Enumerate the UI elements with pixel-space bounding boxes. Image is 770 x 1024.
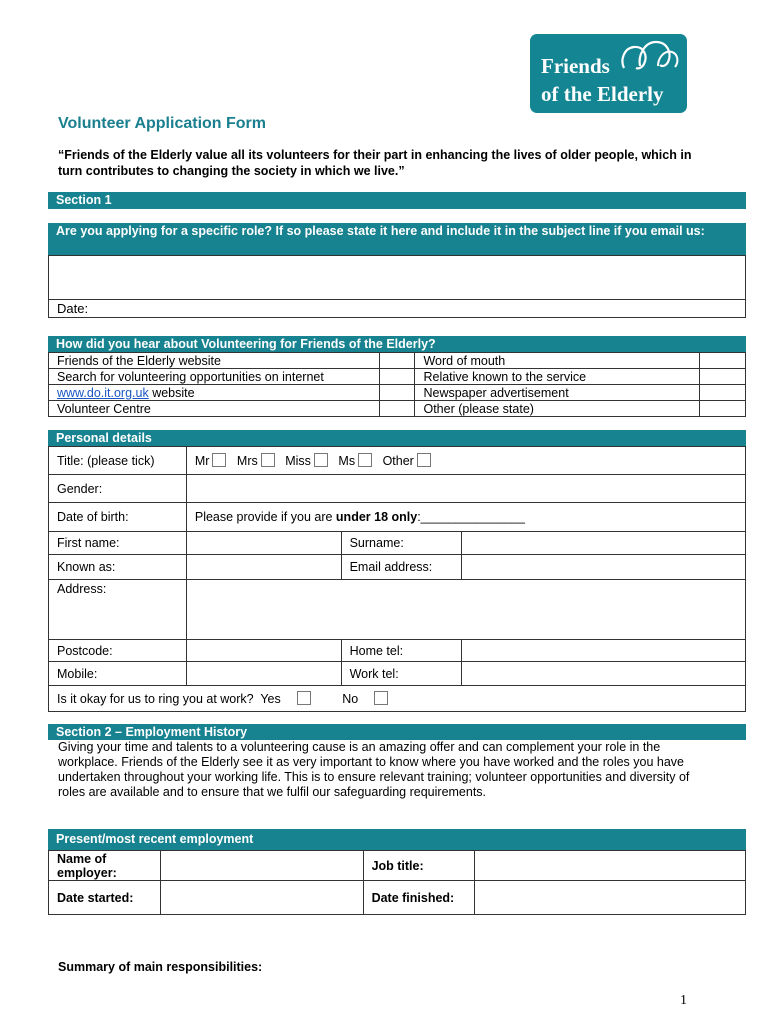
title-miss-checkbox[interactable] bbox=[314, 453, 328, 467]
section1-date-field[interactable] bbox=[48, 299, 746, 318]
mobile-input[interactable] bbox=[186, 662, 341, 686]
form-title: Volunteer Application Form bbox=[58, 115, 267, 132]
surname-input[interactable] bbox=[461, 532, 746, 555]
employment-table bbox=[48, 850, 746, 915]
title-ms-checkbox[interactable] bbox=[358, 453, 372, 467]
hear-about-table bbox=[48, 352, 746, 417]
hear-option-tick[interactable] bbox=[379, 353, 415, 369]
job-title-input[interactable] bbox=[475, 851, 746, 881]
friends-of-the-elderly-logo bbox=[530, 34, 687, 113]
dob-label: Date of birth: bbox=[49, 503, 187, 532]
title-other-checkbox[interactable] bbox=[417, 453, 431, 467]
title-label: Title: (please tick) bbox=[49, 447, 187, 475]
dob-input[interactable] bbox=[186, 503, 745, 532]
date-finished-input[interactable] bbox=[475, 881, 746, 915]
address-input[interactable] bbox=[186, 580, 745, 640]
mobile-label: Mobile: bbox=[49, 662, 187, 686]
first-name-input[interactable] bbox=[186, 532, 341, 555]
dob-note: Please provide if you are bbox=[194, 510, 336, 524]
ring-question: Is it okay for us to ring you at work? bbox=[57, 692, 254, 706]
date-started-label: Date started: bbox=[49, 881, 161, 915]
personal-details-table bbox=[48, 446, 746, 712]
title-mrs-checkbox[interactable] bbox=[261, 453, 275, 467]
title-mr: Mr bbox=[194, 454, 210, 468]
hear-option-tick[interactable] bbox=[700, 369, 746, 385]
employment-intro: Giving your time and talents to a volunteering cause is an amazing offer and can complement your role in the workplace. Friends of the Elderly see it as very important to know where you have worked and the roles you have undertaken throughout your working life. This is to ensure relevant training; volunteer opportunities and diversity of roles are available and to ensure that we fulfil our safeguarding requirements. bbox=[58, 740, 690, 799]
date-finished-label: Date finished: bbox=[363, 881, 475, 915]
ring-at-work-row bbox=[49, 686, 746, 712]
hear-option-label: Volunteer Centre bbox=[49, 401, 380, 417]
personal-details-header: Personal details bbox=[48, 430, 746, 446]
postcode-label: Postcode: bbox=[49, 640, 187, 662]
people-heads-icon bbox=[618, 38, 682, 74]
ring-no-checkbox[interactable] bbox=[374, 691, 388, 705]
doit-link[interactable]: www.do.it.org.uk bbox=[57, 385, 149, 400]
gender-label: Gender: bbox=[49, 475, 187, 503]
title-mr-checkbox[interactable] bbox=[212, 453, 226, 467]
title-other: Other bbox=[382, 454, 414, 468]
gender-input[interactable] bbox=[186, 475, 745, 503]
first-name-label: First name: bbox=[49, 532, 187, 555]
ring-no-label: No bbox=[342, 692, 359, 706]
specific-role-input[interactable] bbox=[48, 255, 746, 300]
title-mrs: Mrs bbox=[236, 454, 258, 468]
date-started-input[interactable] bbox=[160, 881, 363, 915]
ring-yes-label: Yes bbox=[260, 692, 281, 706]
hear-option-label: Friends of the Elderly website bbox=[49, 353, 380, 369]
title-miss: Miss bbox=[285, 454, 311, 468]
date-label: Date: bbox=[57, 301, 89, 316]
work-tel-input[interactable] bbox=[461, 662, 746, 686]
hear-option-label: Other (please state) bbox=[415, 401, 700, 417]
hear-option-tick[interactable] bbox=[379, 385, 415, 401]
email-input[interactable] bbox=[461, 555, 746, 580]
hear-option-label: Newspaper advertisement bbox=[415, 385, 700, 401]
logo-text-line1: Friends bbox=[541, 54, 610, 78]
summary-label: Summary of main responsibilities: bbox=[58, 960, 263, 974]
hear-about-header: How did you hear about Volunteering for Friends of the Elderly? bbox=[48, 336, 746, 352]
dob-note-bold: under 18 only bbox=[335, 510, 418, 524]
hear-option-label: Search for volunteering opportunities on internet bbox=[49, 369, 380, 385]
employer-input[interactable] bbox=[160, 851, 363, 881]
logo-text-line2: of the Elderly bbox=[541, 82, 664, 106]
dob-note-line: :_______________ bbox=[417, 510, 525, 524]
title-ms: Ms bbox=[338, 454, 356, 468]
home-tel-input[interactable] bbox=[461, 640, 746, 662]
work-tel-label: Work tel: bbox=[341, 662, 461, 686]
section-2-header: Section 2 – Employment History bbox=[48, 724, 746, 740]
surname-label: Surname: bbox=[341, 532, 461, 555]
title-options bbox=[186, 447, 745, 475]
known-as-input[interactable] bbox=[186, 555, 341, 580]
hear-option-doit bbox=[49, 385, 380, 401]
hear-option-tick[interactable] bbox=[700, 353, 746, 369]
specific-role-question: Are you applying for a specific role? If so please state it here and include it in the subject line if you email us: bbox=[48, 223, 746, 255]
home-tel-label: Home tel: bbox=[341, 640, 461, 662]
hear-option-tick[interactable] bbox=[379, 369, 415, 385]
job-title-label: Job title: bbox=[363, 851, 475, 881]
known-as-label: Known as: bbox=[49, 555, 187, 580]
page-number: 1 bbox=[680, 993, 687, 1008]
hear-option-label: Word of mouth bbox=[415, 353, 700, 369]
link-suffix: website bbox=[148, 385, 195, 400]
hear-option-tick[interactable] bbox=[700, 385, 746, 401]
postcode-input[interactable] bbox=[186, 640, 341, 662]
employment-header: Present/most recent employment bbox=[48, 829, 746, 850]
address-label: Address: bbox=[49, 580, 187, 640]
hear-option-tick[interactable] bbox=[379, 401, 415, 417]
hear-option-label: Relative known to the service bbox=[415, 369, 700, 385]
section-1-header: Section 1 bbox=[48, 192, 746, 209]
email-label: Email address: bbox=[341, 555, 461, 580]
ring-yes-checkbox[interactable] bbox=[297, 691, 311, 705]
employer-label: Name of employer: bbox=[49, 851, 161, 881]
mission-quote: “Friends of the Elderly value all its volunteers for their part in enhancing the lives of older people, which in turn contributes to changing the society in which we live.” bbox=[58, 148, 692, 178]
hear-option-tick[interactable] bbox=[700, 401, 746, 417]
